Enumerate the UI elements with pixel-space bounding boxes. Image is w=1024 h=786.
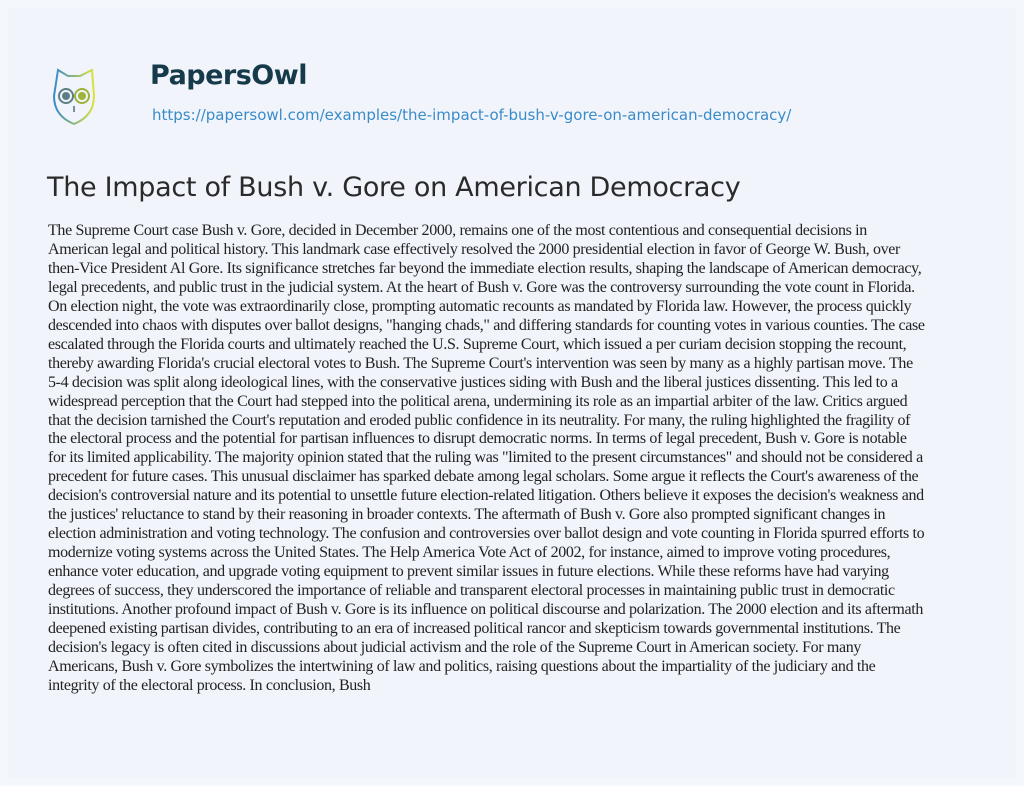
article-text-line: precedent for future cases. This unusual disclaimer has sparked debate among legal scholars. Some argue it reflects the Court's awareness of the	[48, 468, 919, 486]
owl-logo-icon	[50, 66, 98, 126]
article-text-line: thereby awarding Florida's crucial electoral votes to Bush. The Supreme Court's intervention was seen by many as a highly partisan move. The	[48, 354, 913, 372]
article-text-line: the electoral process and the potential for partisan influences to disrupt democratic norms. In terms of legal precedent, Bush v. Gore is notable	[48, 430, 907, 448]
article-text-line: deepened existing partisan divides, contributing to an era of increased political rancor and skepticism towards governmental institutions. The	[48, 620, 901, 638]
article-text-line: On election night, the vote was extraordinarily close, prompting automatic recounts as mandated by Florida law. However, the process quickly	[48, 297, 912, 315]
article-text-line: American legal and political history. This landmark case effectively resolved the 2000 presidential election in favor of George W. Bush, over	[48, 240, 901, 258]
article-body	[48, 222, 1008, 696]
article-text-line: enhance voter education, and upgrade voting equipment to prevent similar issues in future elections. While these reforms have had varying	[48, 563, 889, 581]
article-text-line: modernize voting systems across the United States. The Help America Vote Act of 2002, for instance, aimed to improve voting procedures,	[48, 544, 891, 562]
article-text-line: escalated through the Florida courts and ultimately reached the U.S. Supreme Court, which issued a per curiam decision stopping the recount,	[48, 335, 907, 353]
article-text-line: then-Vice President Al Gore. Its significance stretches far beyond the immediate election results, shaping the landscape of American democracy,	[48, 259, 922, 277]
article-text-line: decision's controversial nature and its potential to unsettle future election-related litigation. Others believe it exposes the decision's weakness and	[48, 487, 924, 505]
page-title: The Impact of Bush v. Gore on American Democracy	[47, 172, 741, 203]
article-text-line: The Supreme Court case Bush v. Gore, decided in December 2000, remains one of the most contentious and consequential decisions in	[48, 222, 867, 239]
article-text-line: for its limited applicability. The majority opinion stated that the ruling was "limited to the present circumstances" and should not be considered a	[48, 449, 923, 467]
article-text-line: integrity of the electoral process. In conclusion, Bush	[48, 676, 371, 694]
article-text-line: widespread perception that the Court had stepped into the political arena, undermining its role as an impartial arbiter of the law. Critics argued	[48, 392, 908, 410]
article-text-line: Americans, Bush v. Gore symbolizes the intertwining of law and politics, raising questions about the impartiality of the judiciary and the	[48, 657, 876, 675]
article-text-line: decision's legacy is often cited in discussions about judicial activism and the role of the Supreme Court in American society. For many	[48, 638, 862, 656]
article-url-link[interactable]: https://papersowl.com/examples/the-impact-of-bush-v-gore-on-american-democracy/	[152, 106, 792, 124]
article-text-line: election administration and voting technology. The confusion and controversies over ballot design and vote counting in Florida spurred efforts to	[48, 525, 925, 543]
brand-name: PapersOwl	[150, 60, 307, 91]
article-text-line: degrees of success, they underscored the importance of reliable and transparent electoral processes in maintaining public trust in democratic	[48, 582, 895, 600]
article-text-line: legal precedents, and public trust in the judicial system. At the heart of Bush v. Gore was the controversy surrounding the vote count in Florida.	[48, 278, 915, 296]
article-text-line: descended into chaos with disputes over ballot designs, "hanging chads," and differing standards for counting votes in various counties. The case	[48, 316, 925, 334]
article-text-line: 5-4 decision was split along ideological lines, with the conservative justices siding with Bush and the liberal justices dissenting. This led to a	[48, 373, 898, 391]
article-text-line: that the decision tarnished the Court's reputation and eroded public confidence in its neutrality. For many, the ruling highlighted the fragility of	[48, 411, 911, 429]
article-text-line: institutions. Another profound impact of Bush v. Gore is its influence on political discourse and polarization. The 2000 election and its aftermath	[48, 601, 924, 619]
article-text-line: the justices' reluctance to stand by their reasoning in broader contexts. The aftermath of Bush v. Gore also prompted significant changes in	[48, 506, 886, 524]
